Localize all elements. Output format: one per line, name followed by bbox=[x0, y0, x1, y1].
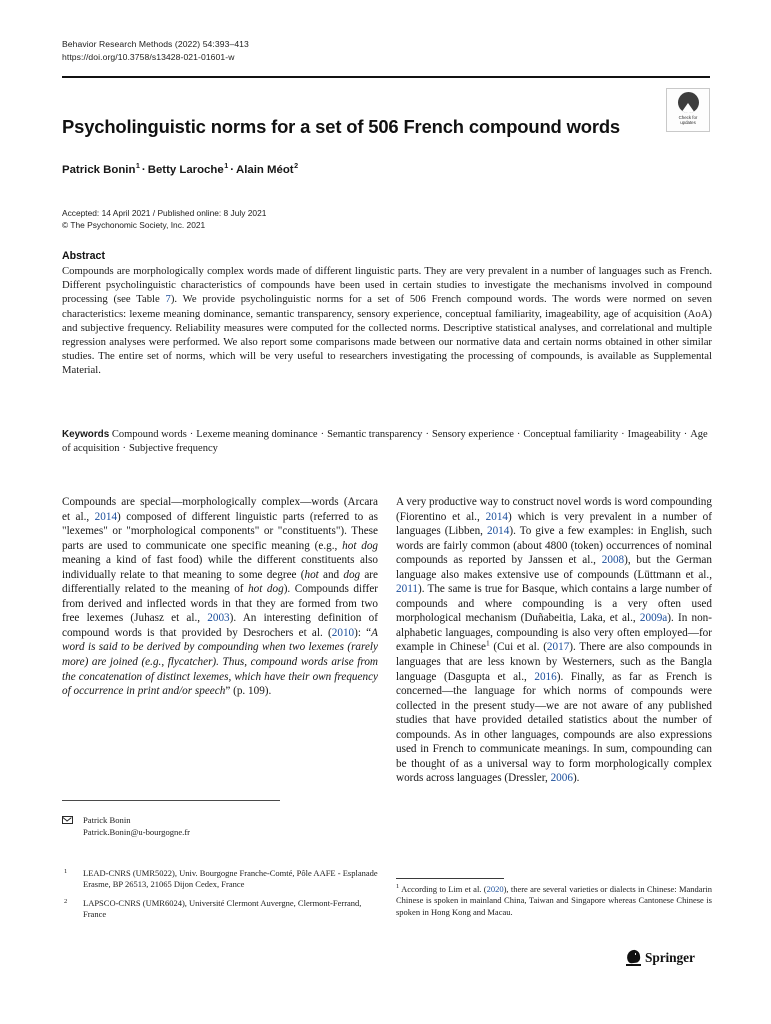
journal-citation-line: Behavior Research Methods (2022) 54:393–413 bbox=[62, 39, 249, 49]
citation-xref[interactable]: 2014 bbox=[486, 525, 510, 538]
citation-xref[interactable]: 2008 bbox=[601, 554, 625, 567]
emphasis: hot bbox=[304, 568, 319, 581]
abstract-text bbox=[62, 264, 712, 378]
emphasis: hot dog bbox=[342, 539, 379, 552]
crossmark-label-line2: updates bbox=[680, 120, 696, 126]
springer-knight-logo bbox=[626, 950, 641, 966]
affiliation-marker: 1 bbox=[64, 868, 68, 875]
body-column-left bbox=[62, 495, 378, 699]
citation-xref[interactable]: 2014 bbox=[485, 510, 508, 523]
keyword-separator: · bbox=[320, 429, 325, 440]
keyword-separator: · bbox=[683, 429, 688, 440]
author-name[interactable]: Alain Méot bbox=[235, 164, 294, 176]
corresponding-author-name: Patrick Bonin bbox=[83, 815, 131, 825]
text-run: ) which is very prevalent in a number of languages (Libben, bbox=[396, 510, 712, 538]
affiliation-text: LAPSCO-CNRS (UMR6024), Université Clermont Auvergne, Clermont-Ferrand, France bbox=[83, 897, 362, 920]
author-separator: · bbox=[230, 164, 234, 176]
crossmark-check-for-updates-icon bbox=[678, 92, 699, 113]
correspondence-divider bbox=[62, 800, 280, 801]
citation-xref[interactable]: 2003 bbox=[207, 612, 230, 625]
text-run: ). In non-alphabetic languages, compounding is also very often employed—for example in Chinese bbox=[396, 612, 712, 654]
journal-header bbox=[62, 38, 662, 63]
correspondence-block bbox=[62, 815, 382, 838]
keywords-heading: Keywords bbox=[62, 429, 110, 440]
author-affiliation-marker: 1 bbox=[224, 161, 229, 171]
citation-xref[interactable]: 2016 bbox=[534, 670, 557, 683]
abstract-part-1: Compounds are morphologically complex words made of different linguistic parts. They are very prevalent in a number of languages such as French. Different psycholinguistic characteristics of compounds have been used in certain studies to investigate the mechanisms involved in compound processing (see Table bbox=[62, 265, 712, 306]
text-run: ). An interesting definition of compound words is that provided by Desrochers et al. ( bbox=[62, 612, 378, 639]
footnote-citation-xref[interactable]: 2020 bbox=[486, 884, 504, 894]
author-name[interactable]: Betty Laroche bbox=[147, 164, 224, 176]
text-run: ): “ bbox=[354, 626, 372, 639]
header-divider bbox=[62, 76, 710, 78]
keyword-item: Imageability bbox=[627, 429, 681, 440]
keyword-separator: · bbox=[425, 429, 429, 440]
keyword-item: Age of acquisition bbox=[62, 429, 708, 455]
text-run: ). Finally, as far as French is concerned—the language for which norms of compounds were collected in the present study—we are not aware of any published studies that have provided detailed statistics about the number of compounds. As in other languages, compounds are also expressions used in French to communicate meanings. In sum, compounding can be thought of as a universal way to form morphologically complex words across languages (Dressler, bbox=[396, 670, 712, 785]
text-run: (Cui et al. ( bbox=[489, 641, 547, 654]
keyword-item: Compound words bbox=[111, 429, 187, 440]
affiliation-list bbox=[62, 868, 382, 928]
text-run: A very productive way to construct novel words is word compounding (Fiorentino et al., bbox=[396, 496, 712, 523]
text-run: are differentially related to the meaning of bbox=[62, 568, 378, 596]
footnote-part-2: ), there are several varieties or dialects in Chinese: Mandarin Chinese is spoken in mainland China, Taiwan and Singapore whereas Cantonese Chinese is spoken in Hong Kong and Macau. bbox=[396, 884, 712, 917]
springer-logo bbox=[626, 950, 695, 966]
corresponding-author-email[interactable]: Patrick.Bonin@u-bourgogne.fr bbox=[83, 826, 191, 837]
affiliation-marker: 2 bbox=[64, 897, 68, 905]
author-affiliation-marker: 2 bbox=[294, 161, 299, 171]
footnote-part-1: According to Lim et al. ( bbox=[399, 884, 487, 894]
text-run: ). There are also compounds in languages that are less known by Westerners, such as the Bangla language (Dasgupta et al., bbox=[396, 641, 713, 683]
page-title: Psycholinguistic norms for a set of 506 French compound words bbox=[62, 116, 620, 137]
abstract-part-2: ). We provide psycholinguistic norms for a set of 506 French compound words. The words were normed on seven characteristics: lexeme meaning dominance, semantic transparency, sensory experience, conceptual familiarity, imageability, age of acquisition (AoA) and subjective frequency. Reliability measures were computed for the collected norms. Descriptive statistical analyses, and correlational and multiple regression analyses were performed. We also report some comparisons made between our normative data and certain norms obtained in other similar studies. The entire set of norms, which will be very useful to researchers investigating the processing of compounds, is available as Supplemental Material. bbox=[62, 293, 712, 377]
emphasis: dog bbox=[343, 568, 361, 581]
crossmark-label-line1: Check for bbox=[678, 115, 698, 120]
citation-xref[interactable]: 2014 bbox=[94, 510, 118, 523]
footnote-1 bbox=[396, 884, 712, 918]
keyword-item: Semantic transparency bbox=[327, 429, 423, 440]
text-run: ). The same is true for Basque, which contains a large number of compounds and where compounding is a very often used morphological mechanism (Duñabeitia, Laka, et al., bbox=[396, 583, 712, 625]
author-name[interactable]: Patrick Bonin bbox=[62, 164, 136, 176]
citation-xref[interactable]: 2017 bbox=[546, 641, 570, 654]
emphasis: hot dog bbox=[248, 583, 284, 596]
emphasis: A word is said to be derived by compounding when two lexemes (rarely more) are joined (e.g., flycatcher). Thus, compound words arise from the concatenation of distinct lexemes, which have their own frequency of occurrence in print and/or speech bbox=[62, 626, 378, 698]
text-run: ). To give a few examples: in English, such words are fairly common (about 4800 (token) occurrences of nominal compounds as reported by Janssen et al., bbox=[396, 525, 712, 567]
author-list bbox=[62, 163, 712, 178]
text-run: and bbox=[318, 568, 344, 581]
footnote-ref[interactable]: 1 bbox=[485, 638, 490, 648]
text-run: ” (p. 109). bbox=[225, 685, 272, 698]
keyword-separator: · bbox=[122, 443, 126, 455]
keyword-item: Lexeme meaning dominance bbox=[196, 429, 318, 440]
keyword-separator: · bbox=[189, 429, 194, 440]
citation-xref[interactable]: 2009a bbox=[639, 612, 668, 625]
affiliation-item bbox=[62, 868, 382, 891]
abstract-table-xref[interactable]: 7 bbox=[165, 293, 171, 306]
keyword-item: Subjective frequency bbox=[128, 443, 218, 455]
abstract-heading: Abstract bbox=[62, 250, 105, 262]
citation-xref[interactable]: 2011 bbox=[396, 583, 418, 596]
paragraph bbox=[62, 495, 378, 699]
paragraph bbox=[396, 495, 712, 786]
keyword-item: Conceptual familiarity bbox=[523, 429, 619, 440]
text-run: ). Compounds differ from derived and inflected words in that they are formed from two free lexemes (Juhasz et al., bbox=[62, 583, 379, 625]
affiliation-text: LEAD-CNRS (UMR5022), Univ. Bourgogne Franche-Comté, Pôle AAFE - Esplanade Erasme, BP 26513, 21065 Dijon Cedex, France bbox=[83, 868, 378, 890]
envelope-icon bbox=[62, 816, 73, 824]
footnote-divider bbox=[396, 878, 504, 879]
citation-xref[interactable]: 2010 bbox=[331, 626, 355, 639]
footnote-marker: 1 bbox=[396, 883, 400, 891]
text-run: ), but the German language also makes extensive use of compounds (Lüttmann et al., bbox=[396, 554, 712, 581]
keyword-separator: · bbox=[621, 429, 625, 440]
body-column-right bbox=[396, 495, 712, 786]
doi-line[interactable]: https://doi.org/10.3758/s13428-021-01601-w bbox=[62, 51, 235, 62]
copyright-line: © The Psychonomic Society, Inc. 2021 bbox=[62, 220, 206, 231]
publication-dates bbox=[62, 207, 712, 232]
accepted-published-line: Accepted: 14 April 2021 / Published online: 8 July 2021 bbox=[62, 208, 267, 218]
text-run: ) composed of different linguistic parts (referred to as "lexemes" or "morphological components" or "constituents"). These parts are used to communicate one specific meaning (e.g., bbox=[62, 510, 378, 552]
keyword-item: Sensory experience bbox=[431, 429, 514, 440]
affiliation-item bbox=[62, 898, 382, 921]
author-affiliation-marker: 1 bbox=[135, 161, 140, 171]
author-separator: · bbox=[141, 164, 146, 176]
publisher-name: Springer bbox=[645, 950, 695, 965]
text-run: Compounds are special—morphologically complex—words (Arcara et al., bbox=[62, 496, 378, 523]
text-run: ). bbox=[572, 772, 580, 785]
keywords bbox=[62, 428, 712, 457]
keyword-separator: · bbox=[516, 429, 521, 440]
citation-xref[interactable]: 2006 bbox=[550, 772, 573, 785]
text-run: meaning a kind of fast food) while the different constituents also individually relate to that meaning to some degree ( bbox=[62, 554, 378, 581]
